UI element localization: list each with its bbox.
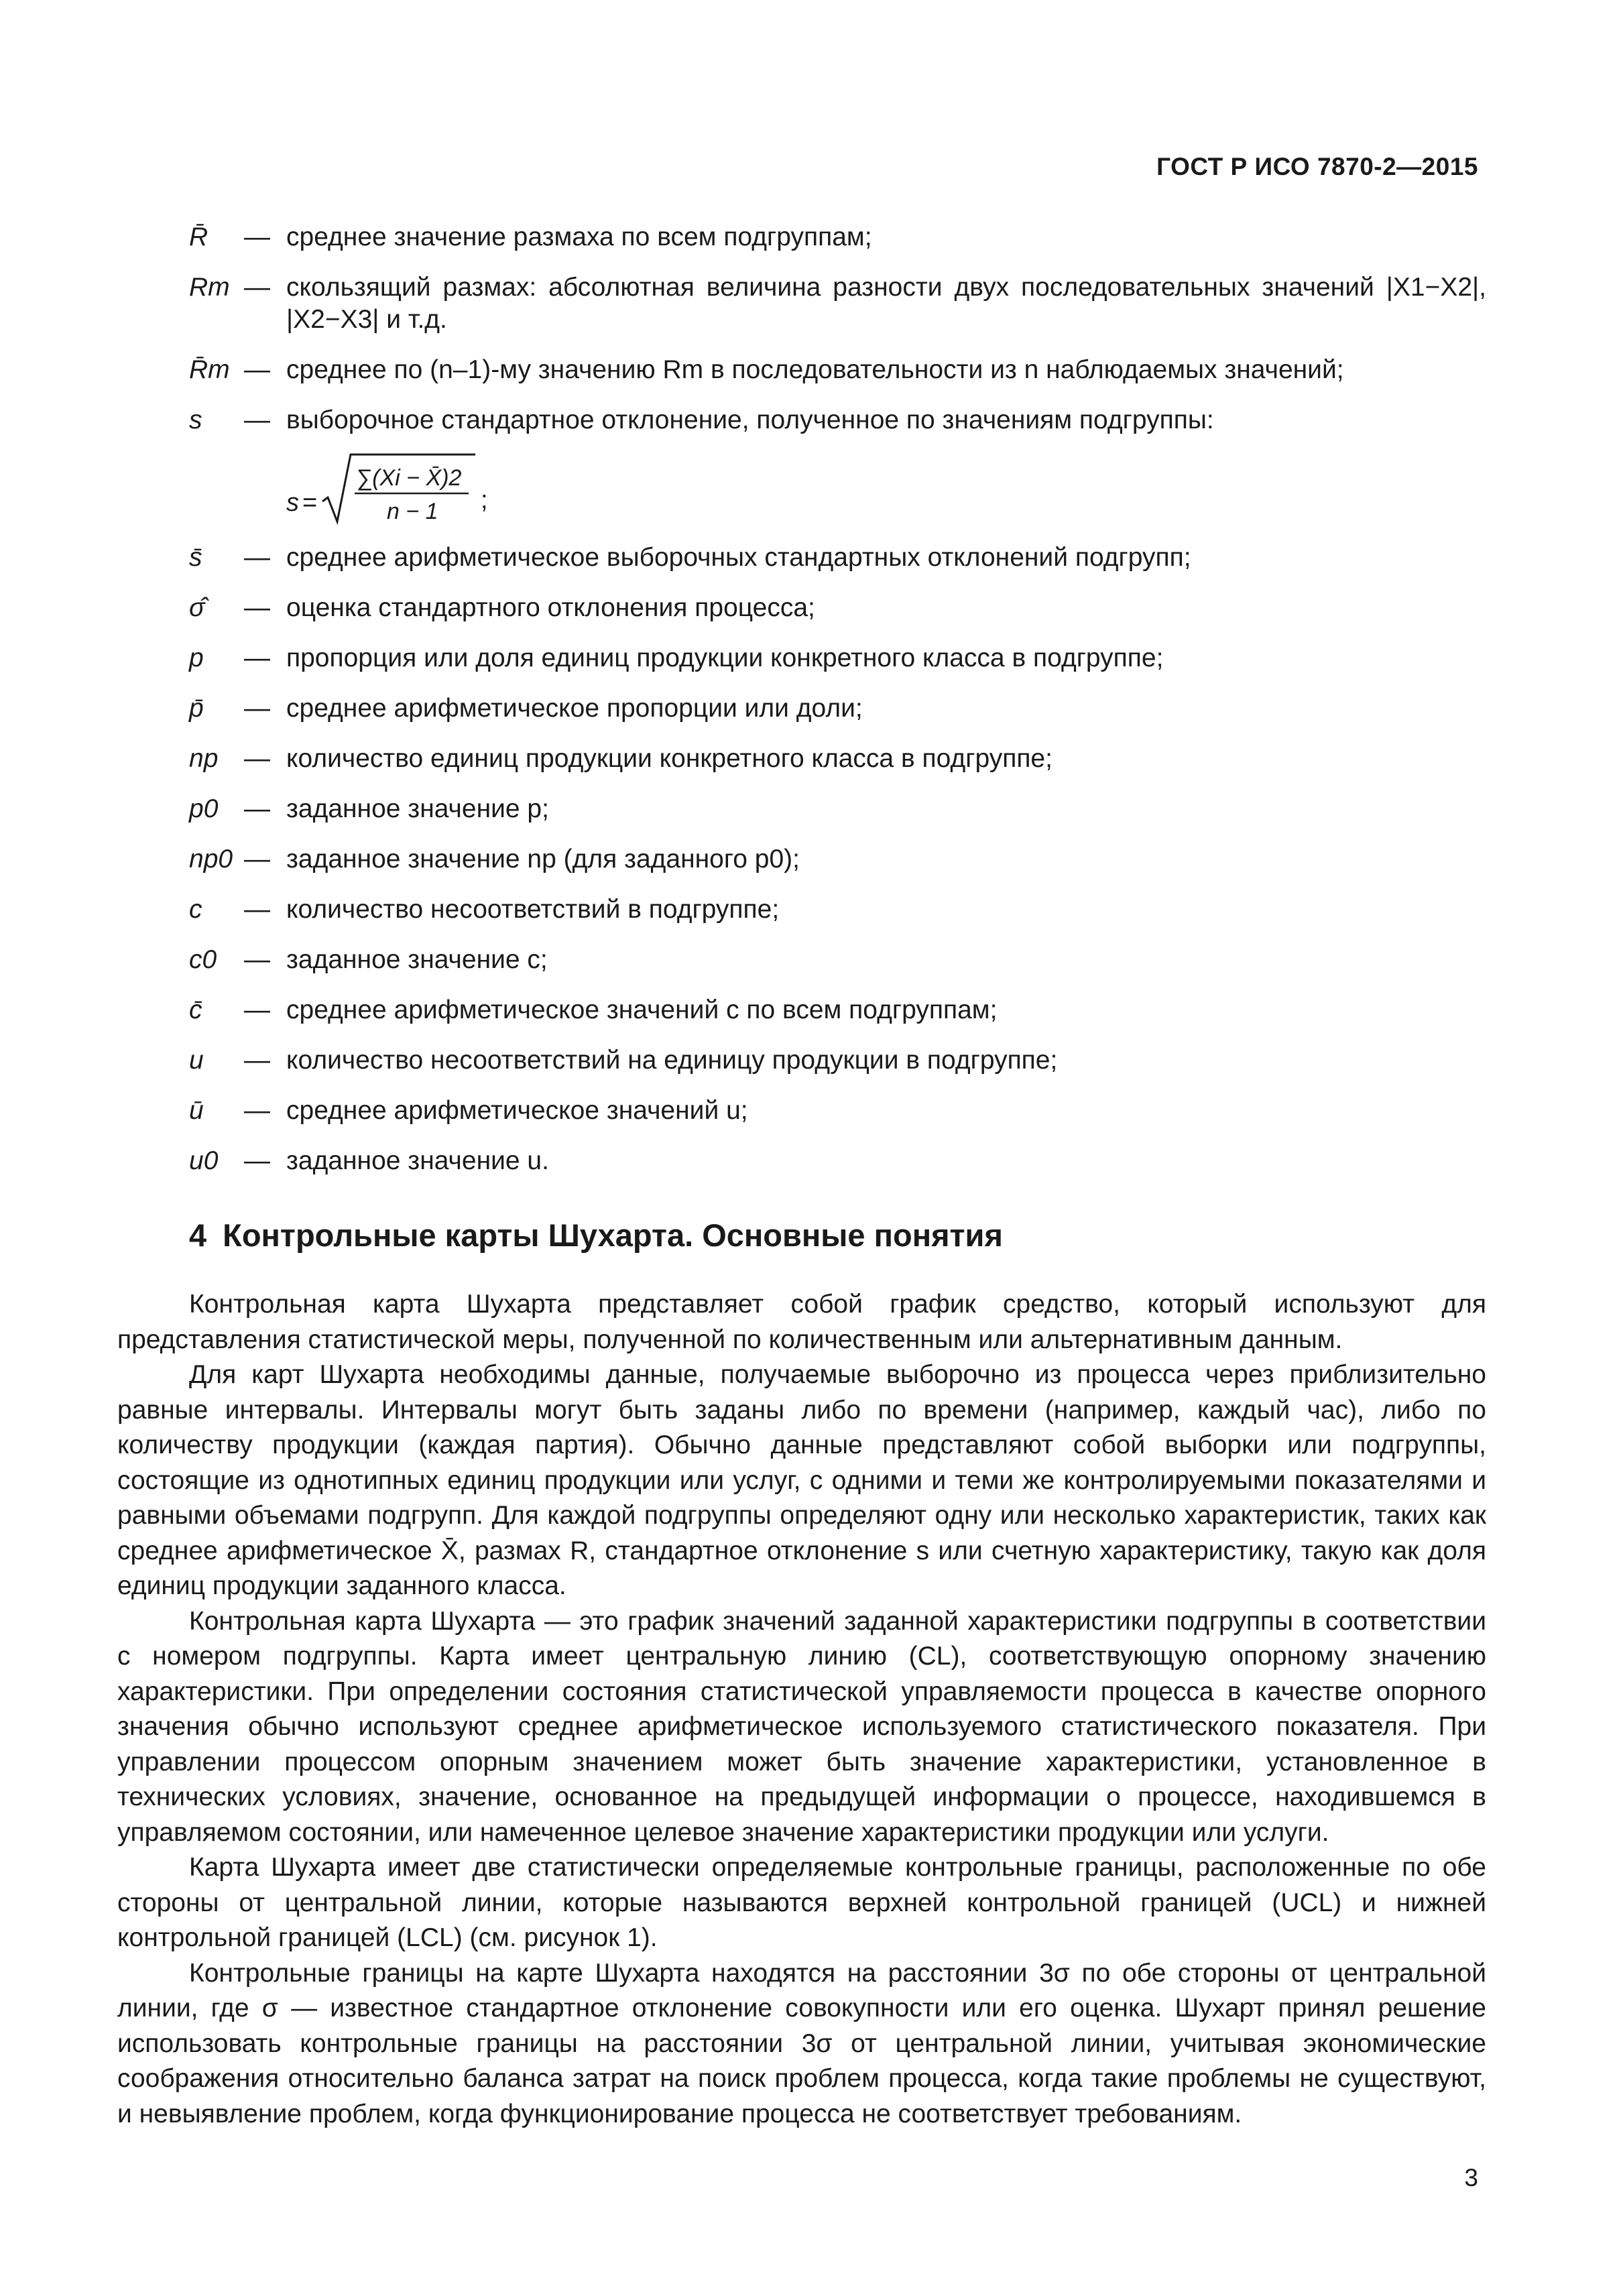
body-paragraph: Контрольные границы на карте Шухарта находятся на расстоянии 3σ по обе стороны от центральной линии, где σ — известное стандартное отклонение совокупности или его оценка. Шухарт принял решение использовать контрольные границы на расстоянии 3σ от центральной линии, учитывая экономические соображения относительно баланса затрат на поиск проблем процесса, когда такие проблемы не существуют, и невыявление проблем, когда функционирование процесса не соответствует требованиям.	[117, 1958, 1486, 2128]
definition-text: заданное значение p;	[286, 794, 549, 823]
definition-text: количество несоответствий на единицу продукции в подгруппе;	[286, 1046, 1058, 1075]
body-paragraph: Контрольная карта Шухарта — это график значений заданной характеристики подгруппы в соответствии с номером подгруппы. Карта имеет центральную линию (CL), соответствующую опорному значению характеристики. При определении состояния статистической управляемости процесса в качестве опорного значения обычно используют среднее арифметическое используемого статистического показателя. При управлении процессом опорным значением может быть значение характеристики, установленное в технических условиях, значение, основанное на предыдущей информации о процессе, находившемся в управляемом состоянии, или намеченное целевое значение характеристики продукции или услуги.	[117, 1606, 1486, 1847]
body-paragraph: Карта Шухарта имеет две статистически определяемые контрольные границы, расположенные по обе стороны от центральной линии, которые называются верхней контрольной границей (UCL) и нижней контрольной границей (LCL) (см. рисунок 1).	[117, 1853, 1486, 1952]
formula-graphic	[286, 449, 514, 528]
body-paragraph: Контрольная карта Шухарта представляет собой график средство, который используют для представления статистической меры, полученной по количественным или альтернативным данным.	[117, 1290, 1486, 1354]
definition-symbol: Rm	[189, 273, 230, 302]
definition-symbol: c̄	[189, 995, 202, 1024]
section-heading	[189, 1217, 1003, 1254]
definition-text: среднее по (n–1)-му значению Rm в последовательности из n наблюдаемых значений;	[286, 355, 1344, 384]
definition-symbol: p	[189, 644, 204, 672]
definition-symbol: p̄	[189, 694, 204, 723]
definition-text: заданное значение np (для заданного p0);	[286, 845, 800, 873]
definition-text: среднее арифметическое выборочных стандартных отклонений подгрупп;	[286, 543, 1191, 572]
definition-item	[189, 542, 1486, 574]
definition-dash: —	[244, 895, 270, 924]
definition-dash: —	[244, 543, 270, 572]
definition-text: среднее арифметическое значений c по всем подгруппам;	[286, 995, 998, 1024]
formula-tail: ;	[481, 486, 488, 514]
definition-item	[189, 692, 1486, 725]
definition-item	[189, 1145, 1486, 1177]
definition-dash: —	[244, 1096, 270, 1125]
definition-dash: —	[244, 995, 270, 1024]
definition-item	[189, 221, 1486, 253]
definition-text: среднее арифметическое пропорции или доли;	[286, 694, 863, 723]
body-paragraph: Для карт Шухарта необходимы данные, получаемые выборочно из процесса через приблизительно равные интервалы. Интервалы могут быть заданы либо по времени (например, каждый час), либо по количеству продукции (каждая партия). Обычно данные представляют собой выборки или подгруппы, состоящие из однотипных единиц продукции или услуг, с одними и теми же контролируемыми показателями и равными объемами подгрупп. Для каждой подгруппы определяют одну или несколько характеристик, таких как среднее арифметическое X̄, размах R, стандартное отклонение s или счетную характеристику, такую как доля единиц продукции заданного класса.	[117, 1360, 1486, 1600]
page-number: 3	[1464, 2164, 1478, 2191]
definition-dash: —	[244, 945, 270, 974]
definition-dash: —	[244, 273, 270, 302]
definition-dash: —	[244, 1046, 270, 1075]
definition-dash: —	[244, 1146, 270, 1175]
section-number: 4	[189, 1217, 207, 1253]
definition-dash: —	[244, 845, 270, 873]
section-body	[117, 1287, 1486, 2132]
definition-symbol: np	[189, 744, 219, 773]
definition-symbol: u	[189, 1046, 204, 1075]
formula-equals: =	[302, 489, 318, 517]
definition-dash: —	[244, 644, 270, 672]
definition-text: среднее значение размаха по всем подгруппам;	[286, 223, 872, 251]
definition-item	[189, 994, 1486, 1026]
definition-dash: —	[244, 794, 270, 823]
definition-item	[189, 642, 1486, 674]
definition-item	[189, 793, 1486, 825]
definition-symbol: s̄	[189, 543, 202, 572]
definition-text: количество единиц продукции конкретного класса в подгруппе;	[286, 744, 1053, 773]
symbol-definitions-list	[189, 221, 1486, 1195]
definition-item	[189, 944, 1486, 976]
definition-dash: —	[244, 406, 270, 434]
definition-symbol: u0	[189, 1146, 219, 1175]
definition-symbol: ū	[189, 1096, 204, 1125]
definition-symbol: c	[189, 895, 202, 924]
definition-item	[189, 592, 1486, 624]
definition-symbol: c0	[189, 945, 217, 974]
definition-dash: —	[244, 593, 270, 622]
definition-dash: —	[244, 355, 270, 384]
definition-text: количество несоответствий в подгруппе;	[286, 895, 780, 924]
formula-denominator: n − 1	[387, 499, 438, 524]
definition-item	[189, 743, 1486, 775]
section-title: Контрольные карты Шухарта. Основные понятия	[223, 1217, 1003, 1253]
definition-item	[189, 894, 1486, 926]
definition-text: среднее арифметическое значений u;	[286, 1096, 748, 1125]
document-header: ГОСТ Р ИСО 7870-2—2015	[1156, 153, 1478, 180]
formula-numerator: ∑(Xi − X̄)2	[356, 465, 462, 491]
definition-text: оценка стандартного отклонения процесса;	[286, 593, 815, 622]
definition-text: выборочное стандартное отклонение, полученное по значениям подгруппы:	[286, 406, 1214, 434]
definition-symbol: R̄m	[189, 355, 230, 384]
definition-item	[189, 271, 1486, 336]
definition-dash: —	[244, 694, 270, 723]
definition-item	[189, 1095, 1486, 1127]
definition-symbol: np0	[189, 845, 233, 873]
definition-text: заданное значение c;	[286, 945, 548, 974]
definition-item	[189, 354, 1486, 386]
definition-item	[189, 404, 1486, 436]
definition-text: скользящий размах: абсолютная величина разности двух последовательных значений |X1−X2|, |X2−X3| и т.д.	[286, 273, 1486, 334]
definition-symbol: R̄	[189, 223, 208, 251]
definition-symbol: p0	[189, 794, 219, 823]
definition-item	[189, 1044, 1486, 1077]
definition-symbol: σ̂	[189, 593, 205, 622]
definition-dash: —	[244, 744, 270, 773]
definition-symbol: s	[189, 406, 202, 434]
formula-lhs: s	[286, 489, 299, 517]
definition-text: заданное значение u.	[286, 1146, 549, 1175]
definition-dash: —	[244, 223, 270, 251]
definition-item	[189, 843, 1486, 875]
std-dev-formula	[286, 449, 1486, 528]
definition-text: пропорция или доля единиц продукции конкретного класса в подгруппе;	[286, 644, 1164, 672]
